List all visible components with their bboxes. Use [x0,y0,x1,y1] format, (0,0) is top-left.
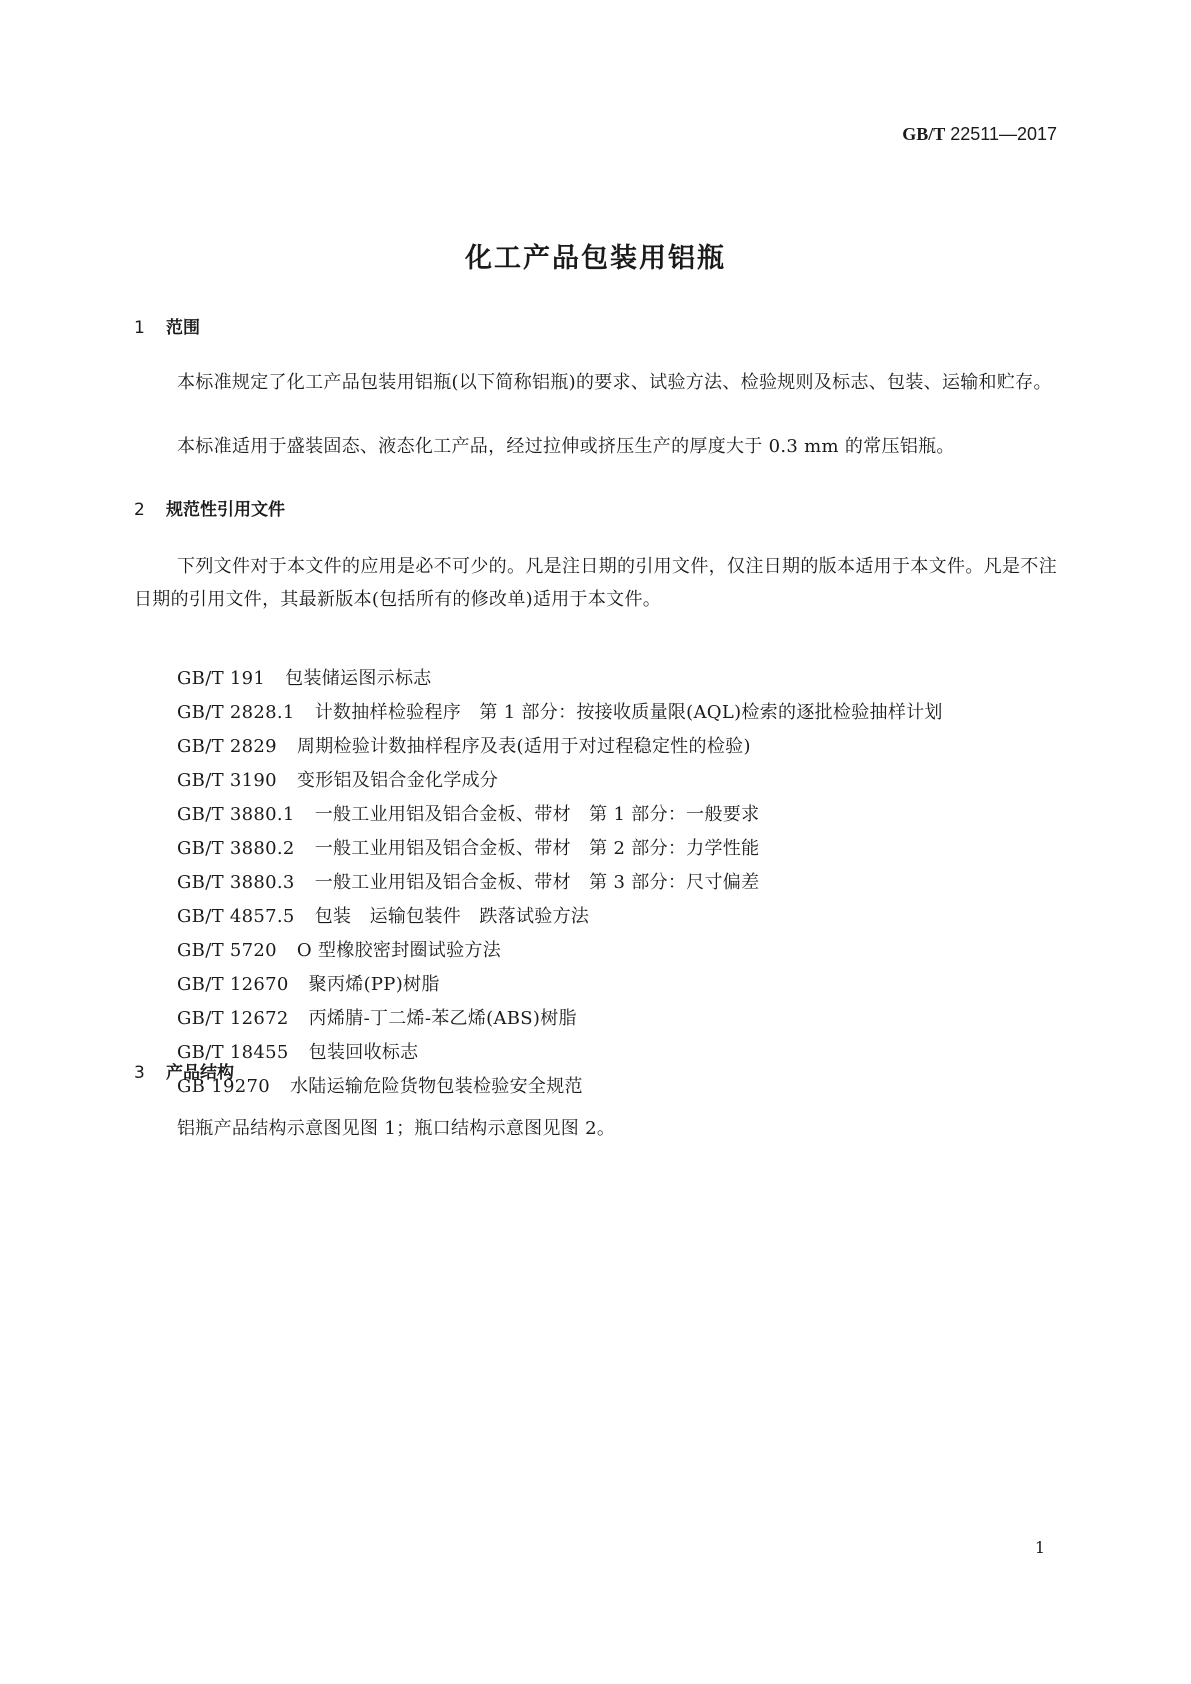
reference-code: GB/T 4857.5 [177,906,295,927]
reference-item [177,866,943,900]
reference-code: GB/T 2829 [177,736,277,757]
section-1-paragraph-2: 本标准适用于盛装固态、液态化工产品，经过拉伸或挤压生产的厚度大于 0.3 mm 的常压铝瓶。 [177,436,955,457]
reference-item [177,730,943,764]
reference-title: 一般工业用铝及铝合金板、带材 第 2 部分：力学性能 [314,838,760,859]
reference-title: 一般工业用铝及铝合金板、带材 第 3 部分：尺寸偏差 [314,872,760,893]
reference-item [177,798,943,832]
reference-code: GB/T 2828.1 [177,702,295,723]
section-3-number: 3 [134,1063,145,1083]
reference-code: GB/T 3190 [177,770,277,791]
section-1-number: 1 [134,318,145,338]
section-1-paragraph-1: 本标准规定了化工产品包装用铝瓶(以下简称铝瓶)的要求、试验方法、检验规则及标志、包装、运输和贮存。 [177,372,1052,393]
reference-code: GB/T 3880.2 [177,838,295,859]
section-2-title: 规范性引用文件 [166,500,285,520]
reference-item [177,968,943,1002]
standard-number: 22511—2017 [950,124,1057,144]
section-1-title: 范围 [166,318,200,338]
reference-code: GB/T 18455 [177,1042,289,1063]
section-3-paragraph-1: 铝瓶产品结构示意图见图 1；瓶口结构示意图见图 2。 [177,1118,616,1139]
reference-title: 包装回收标志 [308,1042,419,1063]
reference-title: 包装储运图示标志 [285,668,432,689]
section-1-heading [134,313,200,338]
section-2-intro: 下列文件对于本文件的应用是必不可少的。凡是注日期的引用文件，仅注日期的版本适用于本文件。凡是不注日期的引用文件，其最新版本(包括所有的修改单)适用于本文件。 [134,556,1057,610]
reference-item [177,696,943,730]
section-3-title: 产品结构 [166,1063,234,1083]
reference-title: 周期检验计数抽样程序及表(适用于对过程稳定性的检验) [296,736,751,757]
reference-title: 计数抽样检验程序 第 1 部分：按接收质量限(AQL)检索的逐批检验抽样计划 [314,702,943,723]
reference-item [177,832,943,866]
standard-code [902,124,1057,145]
reference-item [177,1070,943,1104]
page-number: 1 [1034,1538,1045,1557]
reference-item [177,662,943,696]
reference-title: O 型橡胶密封圈试验方法 [296,940,501,961]
reference-code: GB 19270 [177,1076,270,1097]
reference-item [177,1036,943,1070]
normative-references-list [177,662,943,1104]
standard-prefix: GB/T [902,124,946,144]
reference-code: GB/T 3880.3 [177,872,295,893]
reference-code: GB/T 12670 [177,974,289,995]
reference-title: 水陆运输危险货物包装检验安全规范 [290,1076,583,1097]
reference-title: 聚丙烯(PP)树脂 [308,974,440,995]
section-2-number: 2 [134,500,145,520]
section-3-heading [134,1058,234,1083]
section-2-heading [134,495,285,520]
reference-item [177,934,943,968]
reference-title: 丙烯腈-丁二烯-苯乙烯(ABS)树脂 [308,1008,577,1029]
reference-item [177,764,943,798]
reference-title: 包装 运输包装件 跌落试验方法 [314,906,590,927]
reference-code: GB/T 191 [177,668,266,689]
reference-title: 一般工业用铝及铝合金板、带材 第 1 部分：一般要求 [314,804,760,825]
reference-code: GB/T 3880.1 [177,804,295,825]
reference-title: 变形铝及铝合金化学成分 [296,770,499,791]
reference-code: GB/T 12672 [177,1008,289,1029]
reference-item [177,900,943,934]
document-title: 化工产品包装用铝瓶 [465,243,726,274]
reference-item [177,1002,943,1036]
reference-code: GB/T 5720 [177,940,277,961]
